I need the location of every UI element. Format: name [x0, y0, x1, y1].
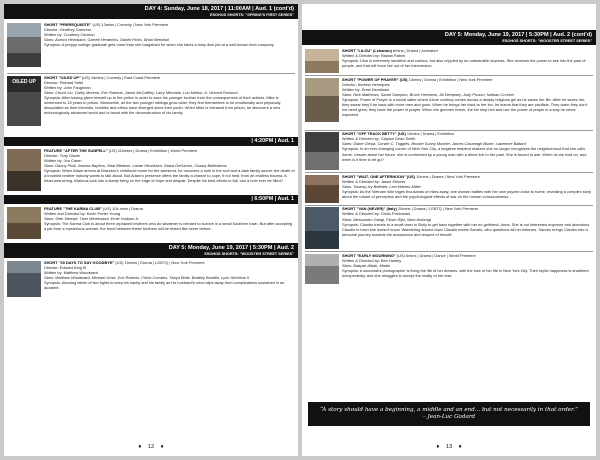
film-credit: Written by: Jon Caren — [44, 157, 82, 163]
film-poster — [305, 49, 339, 73]
film-poster — [305, 175, 339, 203]
divider — [305, 130, 593, 131]
film-stars: Stars: Babyah Albah, Martin — [342, 263, 391, 269]
day-header-series: ESOHOS SHORTS: "WOOSTER STREET SERIES" — [502, 39, 592, 43]
right-page — [302, 4, 596, 456]
film-meta: (US) 16mins | Comedy | East Coast Premiere — [81, 74, 161, 80]
film-entry — [305, 131, 593, 171]
film-title: SHORT "PREREQUISITE" — [44, 22, 92, 27]
diamond-icon: ♦ — [436, 444, 440, 450]
left-page — [4, 4, 298, 456]
divider — [305, 205, 593, 206]
film-credit: Written and Directed by: Kevin Porter Young — [44, 210, 121, 216]
film-entry — [305, 206, 593, 250]
film-entry — [305, 174, 593, 204]
film-poster — [7, 149, 41, 191]
film-meta: (US) 13mins | Comedy | New York Premiere — [92, 22, 169, 27]
day-header — [4, 4, 298, 19]
film-stars: Stars: Diane Ciesla, Corwin C. Tuggles, Brooke Sunny Moriber, James Cavanagh Burke, Lawrence Ballard — [342, 141, 526, 147]
page-footer — [302, 444, 596, 450]
film-meta: 13mins | Drama | Exhibition — [406, 131, 455, 137]
film-poster — [305, 207, 339, 249]
film-poster — [305, 132, 339, 170]
film-title: FEATURE "THE KARMA CLUB" — [44, 205, 102, 211]
film-title: FEATURE "AFTER THE SUNFELL" — [44, 147, 108, 153]
film-meta: 13mins | Drama | Exhibition | New York Premiere — [408, 76, 493, 82]
film-title: SHORT "30 DAYS TO SAY GOODBYE" — [44, 259, 115, 265]
film-synopsis: Synopsis: After having given himself up to the police in order to save his younger brother from the consequences of their actions, Mike is sentenced to 15 years in prison. Meanwhile, as the two younger siblings grow older, they find themselves to be emotionally and physically dissociated as their interests, hobbies and ethics have diverged since their youth. When Mike is released from prison, he discovers a new technologically advanced world and is faced with the deconstruction of his family. — [44, 94, 281, 116]
film-poster — [305, 78, 339, 122]
film-title: SHORT "OILED UP" — [44, 74, 81, 80]
film-title: SHORT "WAIT, ONE AFTERNOON" (US) — [342, 173, 415, 179]
divider — [305, 251, 593, 252]
day-header — [4, 243, 298, 258]
film-title: SHORT "POWER OF PRAYER" (US) — [342, 76, 408, 82]
film-credit: Written by: Courtney Carreon — [44, 32, 95, 38]
film-title: SHORT "OFF TRACK BETTY" (US) — [342, 131, 406, 137]
film-meta: 10mins | Drama | New York Premiere — [416, 173, 480, 179]
film-stars: Stars: Nick Matthews, Sarah Sampino, Bruce Hermann, Jill Dempsey, Judy Pruson, Nathan Crocker — [342, 91, 515, 97]
film-synopsis: Synopsis: The Karma Club is about three orphaned brothers who do whatever is needed to survive in a small Southern town. But after accepting a job from a mysterious woman, the bond between these brothers will be tested like never before. — [44, 220, 293, 231]
film-entry — [7, 22, 295, 72]
film-poster — [305, 254, 339, 284]
film-synopsis: Synopsis: In an ever-changing corner of New York City, a longtime resident realizes she no longer recognizes the neighborhood that she calls home. Unsure about her future, she is confronted by a young man with a direct link to her past. She is forced to ask: When do we hold on, and when is it time to let go? — [342, 146, 587, 162]
film-stars: Stars: Aurora Heimbach, Garrett Hendricks, Daniel Hicks, Brian Bernitski — [44, 37, 170, 43]
film-credit: Written & Directed by: Rawan Rahim — [342, 53, 406, 59]
film-meta: 20mins | Drama | LGBTQ | New York Premiere — [397, 206, 479, 212]
film-synopsis: Synopsis: Lilou is extremely sensitive and curious, but also crippled by an unbearable shyness. She receives the power to see into the past of people, and that will force her out of her introversion. — [342, 58, 586, 69]
film-credit: Director: Richard Sefel — [44, 79, 84, 85]
film-title: SHORT "LILOU" (Lebanon) — [342, 48, 392, 53]
divider — [305, 75, 593, 76]
film-title: SHORT "EARLY MOURNING" — [342, 252, 396, 258]
diamond-icon: ♦ — [458, 444, 462, 450]
film-credit: Director: Edward King III — [44, 264, 87, 270]
film-entry — [7, 260, 295, 298]
film-synopsis: Synopsis: Allowing father of two fights to keep his sanity and his family as his husband's mind slips away from complications sustained in an accident. — [44, 279, 285, 291]
film-stars: Stars: Chuck Liu, Cathy Moreno, Eric Roberts, Jamie McCaffrey, Larry Mercado, Lou Mellon, A. Vincent Paolucci — [44, 89, 238, 95]
film-meta: (US) 104 mins | Drama — [103, 205, 143, 211]
film-synopsis: Synopsis: As the Vietnam War rages thousands of miles away, one woman battles with her own psyche close to home, revealing a complex story about the nature of perception and the psychological effects of war on the human consciousness. — [342, 189, 592, 200]
film-meta: 8mins | Drama | Animated — [393, 48, 438, 53]
film-credit: Written by: Drew Henriksen — [342, 86, 390, 92]
film-synopsis: Synopsis: A successful photographer is living the life of her dreams, with the love of her life in New York City. Their idyllic happiness is shattered unexpectedly, and she struggles to accept the reality of her loss. — [342, 268, 589, 279]
film-entry — [7, 206, 295, 240]
film-meta: (US) 6mins | Drama | Dance | World Premiere — [396, 252, 476, 258]
film-credit: Written & Directed by: Jason Stilover — [342, 178, 406, 184]
film-stars: Stars: Alessandro Gangi, Flavio Rijsi, Ilario Ambrogi — [342, 216, 432, 222]
film-poster — [7, 261, 41, 297]
page-number: 12 — [147, 444, 155, 450]
film-synopsis: Synopsis: Power of Prayer is a social satire where Alone cowboy comes across a deeply religious girl as he saves her life. After he saves her, they swear they'll be back with more men and guns. When he brings her back to her kin, he learns that they are pacifists. They claim they don't not need guns; they have the power of prayer. When the gunmen return, the kin stop him and use the power of prayer in a way he never expected. — [342, 96, 588, 118]
film-credit: Director: Tony Glazer — [44, 152, 81, 158]
film-credit: Written by: Matthew Woodward — [44, 269, 98, 275]
film-credit: Written & Directed by: Ben Hartley — [342, 258, 402, 264]
film-credit: Written & Directed by: Clayton Dean Smith — [342, 136, 416, 142]
film-meta: (US) 15mins | Drama | LGBTQ | New York Premiere — [115, 259, 205, 265]
day-header — [302, 30, 596, 45]
film-poster: OILED UP — [7, 76, 41, 126]
divider — [7, 73, 295, 74]
film-credit: Director: Geoffrey Guerrero — [44, 27, 92, 33]
film-stars: Stars: Matthew Woodward, Michael Grise, Eric Roberts, Chloe Corrales, Taeya Bella, Bradley Bundlie, Lynn Strehlow II — [44, 274, 249, 280]
film-entry — [305, 253, 593, 285]
film-synopsis: Synopsis: When Adam arrives at Brandon's childhood home for the weekend, he uncovers a hole in the roof and a dark family secret: the death of a troubled brother nobody wants to talk about. But Adam's presence offers the family a chance to cope, if not heal, from an endless trauma. A heart-wrenching, hilarious look into a family living on the edge of hope and despair. Despite his best efforts to fail, can a hole ever be filled? — [44, 167, 295, 184]
film-stars: Stars: Seth Stewart, Tami Winekoand, Ernie Hudson Jr. — [44, 215, 140, 221]
film-entry — [305, 77, 593, 129]
time-header: | 4:20PM | Aud. 1 — [4, 137, 298, 146]
day-header-title: DAY 5: Monday, June 19, 2017 | 5:30PM | Aud. 2 — [168, 244, 294, 251]
diamond-icon: ♦ — [138, 444, 142, 450]
time-header: | 6:50PM | Aud. 1 — [4, 195, 298, 204]
quote-banner: “A story should have a beginning, a middle and an end... but not necessarily in that order.” – Jean-Luc Godard — [308, 402, 590, 426]
page-footer — [4, 444, 298, 450]
film-synopsis: Synopsis: Claudio travels to a small town in Sicily to get back together with her ex-girlfriend, Anna. She is not interested anymore and abandons Claudio in town she doesn't know. Wandering around town Claudio meets Sandro, who questions all her believes. Sandro brings Claudio into a personal journey towards the acceptance and respect of herself. — [342, 221, 590, 237]
film-synopsis: Synopsis: A preppy college graduate gets more than she bargained for when she takes a rinky dink job at a well-known tech company. — [44, 42, 275, 48]
divider — [305, 172, 593, 173]
film-credit: Written by: John Faughnan — [44, 84, 91, 90]
page-number: 13 — [445, 444, 453, 450]
film-poster — [7, 23, 41, 67]
film-poster — [7, 207, 41, 239]
day-header-series: ESOHOS SHORTS: "WOOSTER STREET SERIES" — [204, 251, 294, 256]
film-entry — [7, 148, 295, 193]
diamond-icon: ♦ — [160, 444, 164, 450]
film-stars: Stars: Danny Pudi, Jeanna Bayless, Neal Bledsoe, Lanae Henriksen, Diana DeGarmo, Chasty Ballesteros — [44, 162, 227, 168]
film-stars: Stars: Townsy-Ivy Bellister, Levi Mahlen Miller — [342, 183, 421, 189]
film-entry — [7, 75, 295, 135]
day-header-series: ESOHOS SHORTS: "SPRING'S FIRST SERIES" — [209, 13, 294, 17]
film-entry — [305, 48, 593, 74]
film-title: SHORT "VAN (NEVER)" (Italy) — [342, 206, 397, 212]
film-credit: Director: Andrew Henriques — [342, 81, 390, 87]
film-meta: (US) 110mins | Drama | Exhibition | World Premiere — [108, 147, 198, 153]
film-credit: Written & Directed by: Giulio Poidomani — [342, 211, 411, 217]
day-header-title: DAY 5: Monday, June 19, 2017 | 5:30PM | Aud. 2 (cont'd) — [444, 32, 592, 38]
day-header-title: DAY 4: Sunday, June 18, 2017 | 11:00AM | Aud. 1 (cont'd) — [144, 6, 294, 12]
